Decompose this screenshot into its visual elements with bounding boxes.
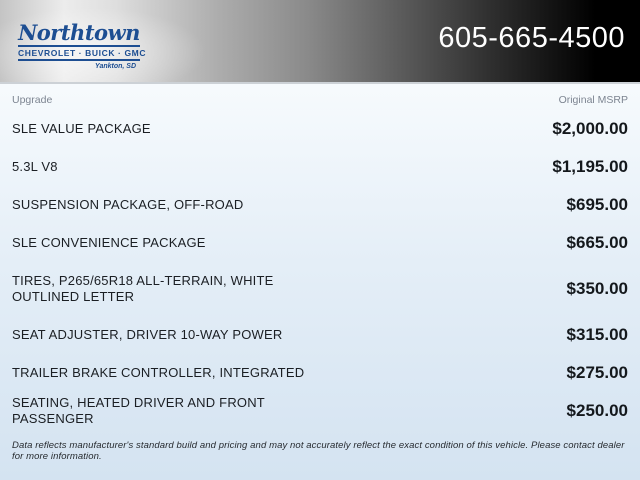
dealer-logo — [18, 19, 147, 71]
upgrade-price: $315.00 — [566, 325, 628, 344]
upgrade-price: $665.00 — [566, 233, 628, 252]
table-row — [12, 262, 628, 316]
table-row — [12, 186, 628, 224]
upgrade-price: $250.00 — [566, 401, 628, 420]
table-column-headers — [12, 84, 628, 110]
upgrade-name: 5.3L V8 — [12, 158, 58, 174]
upgrade-name: SLE CONVENIENCE PACKAGE — [12, 234, 206, 250]
upgrade-price: $350.00 — [566, 279, 628, 298]
upgrade-price: $1,195.00 — [552, 157, 628, 176]
upgrade-name: SLE VALUE PACKAGE — [12, 120, 151, 136]
dealer-logo-city: Yankton, SD — [95, 63, 136, 71]
upgrade-options-table — [0, 84, 640, 430]
table-row — [12, 354, 628, 392]
dealer-header-banner — [0, 0, 640, 84]
column-header-original-msrp: Original MSRP — [558, 94, 628, 106]
dealer-phone-number: 605-665-4500 — [438, 21, 625, 54]
upgrade-price: $2,000.00 — [552, 119, 628, 138]
table-row — [12, 316, 628, 354]
table-row — [12, 148, 628, 186]
upgrade-price: $695.00 — [566, 195, 628, 214]
upgrade-name: SEATING, HEATED DRIVER AND FRONT PASSENGER — [12, 394, 265, 426]
upgrade-name: TIRES, P265/65R18 ALL-TERRAIN, WHITE OUTLINED LETTER — [12, 272, 274, 304]
disclaimer-text: Data reflects manufacturer's standard build and pricing and may not accurately reflect the exact condition of this vehicle. Please contact dealer for more information. — [12, 440, 625, 462]
column-header-upgrade: Upgrade — [12, 94, 53, 106]
dealer-logo-script: Northtown — [18, 19, 140, 45]
upgrade-name: SUSPENSION PACKAGE, OFF-ROAD — [12, 196, 244, 212]
upgrade-name: TRAILER BRAKE CONTROLLER, INTEGRATED — [12, 364, 305, 380]
dealer-logo-makes: CHEVROLET · BUICK · GMC — [18, 45, 140, 62]
upgrade-price: $275.00 — [566, 363, 628, 382]
table-row — [12, 110, 628, 148]
table-row — [12, 392, 628, 430]
table-row — [12, 224, 628, 262]
upgrade-name: SEAT ADJUSTER, DRIVER 10-WAY POWER — [12, 326, 283, 342]
